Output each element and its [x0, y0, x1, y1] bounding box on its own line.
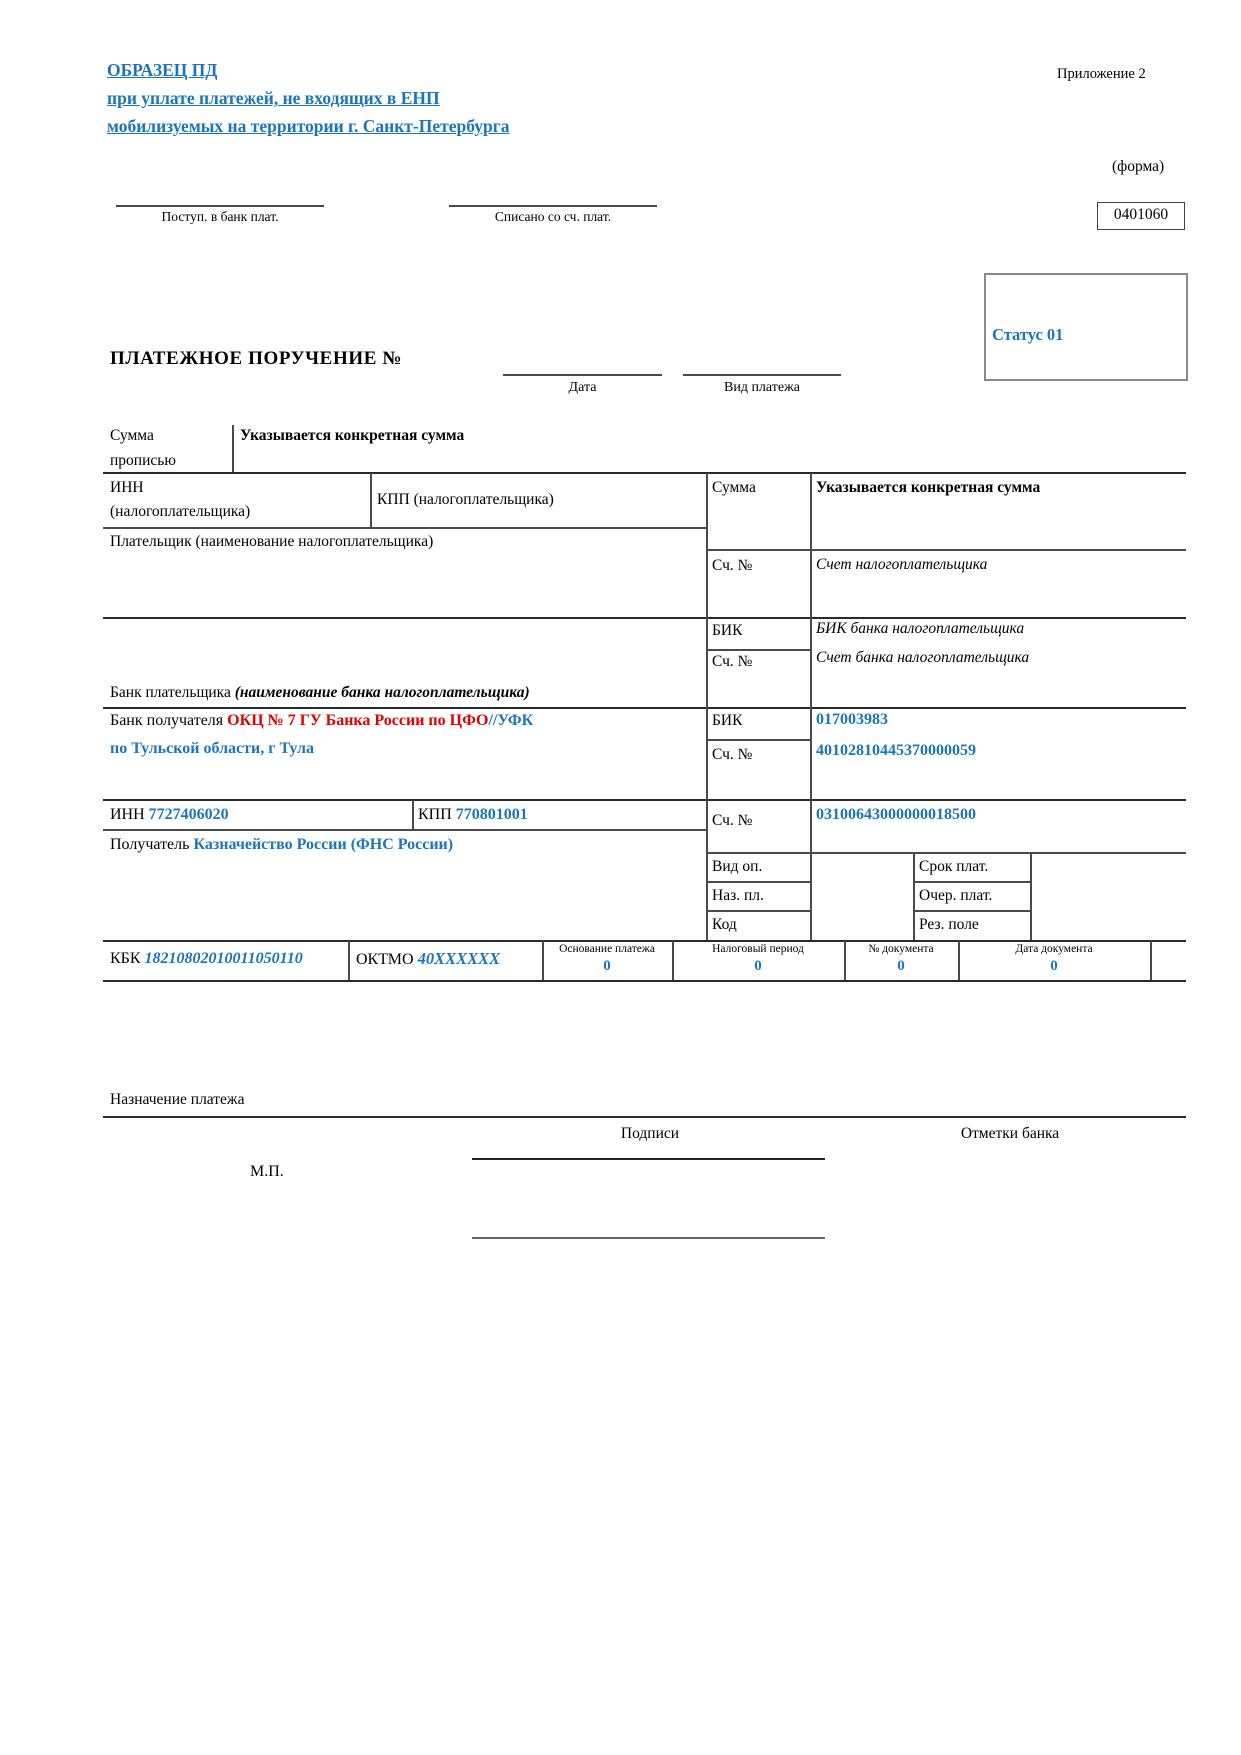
- tax-period-label: Налоговый период: [712, 943, 804, 955]
- table-border: [103, 617, 1186, 619]
- received-line: [116, 205, 324, 207]
- ocher-plat-label: Очер. плат.: [919, 887, 993, 904]
- table-border: [232, 425, 234, 472]
- payee-bank-account-label: Сч. №: [712, 746, 753, 763]
- purpose-line: [103, 1116, 1186, 1118]
- payer-bank-account-label: Сч. №: [712, 653, 753, 670]
- table-border: [103, 527, 706, 529]
- tax-period-value: 0: [754, 958, 762, 974]
- payee-bank-name-red: ОКЦ № 7 ГУ Банка России по ЦФО: [227, 712, 489, 729]
- payee-inn-line: [110, 806, 229, 824]
- amount-label: Сумма: [712, 479, 756, 496]
- table-border: [103, 472, 1186, 474]
- status-value: Статус 01: [992, 325, 1064, 344]
- payee-bank-line1: [110, 712, 533, 730]
- payee-name-value: Казначейство России (ФНС России): [193, 836, 454, 853]
- date-label: Дата: [568, 380, 597, 395]
- table-border: [913, 853, 915, 940]
- payer-bank-note: (наименование банка налогоплательщика): [234, 684, 530, 701]
- payer-bank-bik-value: БИК банка налогоплательщика: [816, 620, 1025, 637]
- kbk-value: 18210802010011050110: [144, 950, 303, 967]
- amount-words-label2: прописью: [110, 452, 176, 469]
- payer-account-label: Сч. №: [712, 557, 753, 574]
- table-border: [706, 910, 810, 912]
- signatures-label: Подписи: [620, 1125, 680, 1142]
- payer-bank-label-line: [110, 684, 530, 702]
- document-title-line3: мобилизуемых на территории г. Санкт-Петербурга: [107, 116, 510, 136]
- payee-bank-line2: по Тульской области, г Тула: [110, 740, 314, 757]
- payer-inn-label: ИНН: [110, 479, 144, 496]
- vid-op-label: Вид оп.: [712, 858, 763, 875]
- table-border: [1150, 941, 1152, 980]
- table-border: [706, 549, 1186, 551]
- payer-name-label: Плательщик (наименование налогоплательщика): [110, 533, 434, 550]
- table-border: [103, 707, 1186, 709]
- form-code-box: [1097, 202, 1185, 230]
- bank-notes-label: Отметки банка: [960, 1125, 1060, 1142]
- oktmo-label: ОКТМО: [356, 951, 418, 968]
- doc-number-label: № документа: [868, 943, 934, 955]
- table-border: [706, 739, 810, 741]
- payee-bank-name-blue: //УФК: [488, 712, 534, 729]
- payer-bank-account-value: Счет банка налогоплательщика: [816, 649, 1030, 666]
- date-line: [503, 374, 662, 376]
- payment-type-line: [683, 374, 841, 376]
- table-border: [706, 649, 810, 651]
- payee-account-label: Сч. №: [712, 812, 753, 829]
- payee-inn-label: ИНН: [110, 806, 149, 823]
- table-border: [1030, 853, 1032, 940]
- payer-bank-bik-label: БИК: [712, 622, 743, 639]
- amount-words-label1: Сумма: [110, 427, 154, 444]
- table-border: [810, 473, 812, 940]
- doc-number-value: 0: [897, 958, 905, 974]
- table-border: [370, 473, 372, 527]
- payee-kpp-value: 770801001: [455, 806, 528, 823]
- table-border: [103, 980, 1186, 982]
- form-note-label: (форма): [1112, 158, 1165, 175]
- table-border: [103, 940, 1186, 942]
- oktmo-value: 40XXXXXX: [417, 949, 501, 968]
- purpose-label: Назначение платежа: [110, 1091, 245, 1108]
- payee-account-value: 03100643000000018500: [816, 806, 976, 823]
- doc-date-label: Дата документа: [1015, 943, 1093, 955]
- received-label: Поступ. в банк плат.: [161, 209, 279, 224]
- payee-bank-bik-value: 017003983: [816, 711, 888, 728]
- table-border: [913, 881, 1030, 883]
- signature-line-1: [472, 1158, 825, 1160]
- table-border: [706, 881, 810, 883]
- stamp-label: М.П.: [250, 1163, 284, 1180]
- payer-kpp-label: КПП (налогоплательщика): [377, 491, 554, 508]
- order-title: ПЛАТЕЖНОЕ ПОРУЧЕНИЕ №: [110, 348, 403, 369]
- payee-kpp-line: [418, 806, 528, 824]
- payee-name-line: [110, 836, 453, 854]
- document-title-line2: при уплате платежей, не входящих в ЕНП: [107, 88, 440, 108]
- form-code-value: 0401060: [1113, 206, 1169, 223]
- payee-bank-account-value: 40102810445370000059: [816, 742, 976, 759]
- payment-type-label: Вид платежа: [723, 380, 800, 395]
- payee-name-label: Получатель: [110, 836, 194, 853]
- amount-value: Указывается конкретная сумма: [816, 479, 1041, 496]
- kbk-label: КБК: [110, 950, 145, 967]
- payer-account-value: Счет налогоплательщика: [816, 556, 988, 573]
- table-border: [103, 829, 706, 831]
- appendix-label: Приложение 2: [1057, 66, 1146, 82]
- amount-words-value: Указывается конкретная сумма: [240, 427, 465, 444]
- basis-label: Основание платежа: [559, 943, 655, 955]
- table-border: [706, 473, 708, 940]
- doc-date-value: 0: [1050, 958, 1058, 974]
- debited-line: [449, 205, 657, 207]
- table-border: [348, 941, 350, 980]
- srok-plat-label: Срок плат.: [919, 858, 989, 875]
- payer-bank-label: Банк плательщика: [110, 684, 235, 701]
- debited-label: Списано со сч. плат.: [494, 209, 612, 224]
- payee-bank-bik-label: БИК: [712, 712, 743, 729]
- oktmo-line: [356, 950, 500, 969]
- kod-label: Код: [712, 916, 737, 933]
- signature-line-2: [472, 1237, 825, 1239]
- payee-inn-value: 7727406020: [148, 806, 229, 823]
- table-border: [913, 910, 1030, 912]
- payer-inn-note: (налогоплательщика): [110, 503, 251, 520]
- document-title-line1: ОБРАЗЕЦ ПД: [107, 60, 218, 80]
- basis-value: 0: [603, 958, 611, 974]
- rez-pole-label: Рез. поле: [919, 916, 979, 933]
- table-border: [706, 852, 1186, 854]
- naz-pl-label: Наз. пл.: [712, 887, 764, 904]
- table-border: [103, 799, 1186, 801]
- payee-bank-label: Банк получателя: [110, 712, 228, 729]
- kbk-line: [110, 950, 303, 968]
- payee-kpp-label: КПП: [418, 806, 456, 823]
- table-border: [412, 800, 414, 829]
